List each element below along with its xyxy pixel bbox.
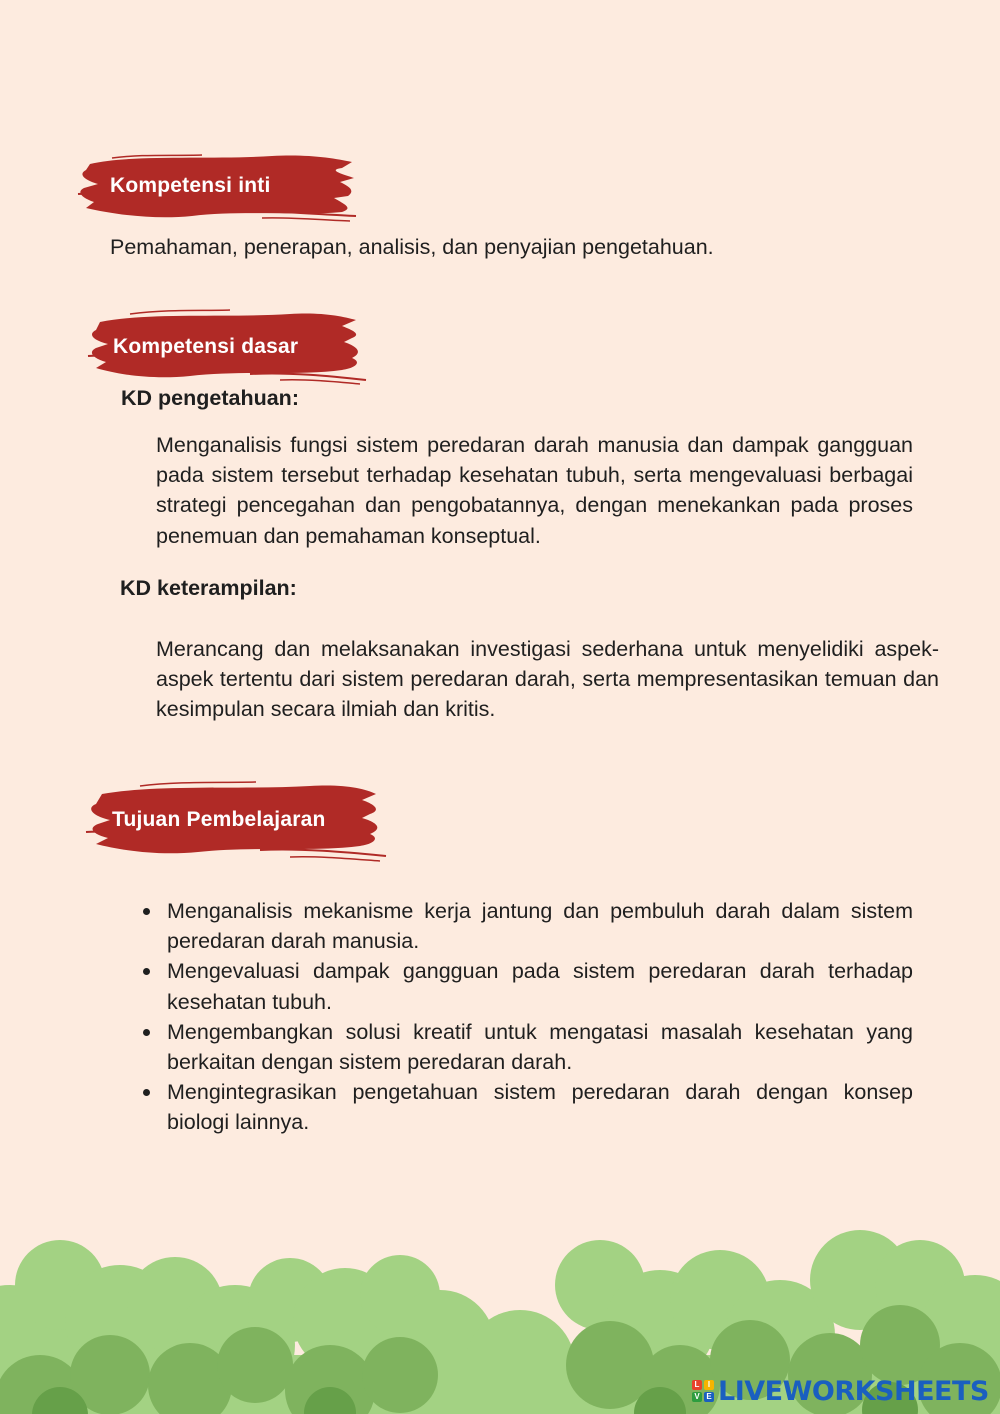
kd-keterampilan-label: KD keterampilan: [120,576,297,600]
list-item: Mengevaluasi dampak gangguan pada sistem peredaran darah terhadap kesehatan tubuh. [167,956,913,1016]
list-item: Menganalisis mekanisme kerja jantung dan pembuluh darah dalam sistem peredaran darah manusia. [167,896,913,956]
section-heading-kompetensi-dasar: Kompetensi dasar [113,335,299,358]
list-item: Mengembangkan solusi kreatif untuk mengatasi masalah kesehatan yang berkaitan dengan sistem peredaran darah. [167,1017,913,1077]
liveworksheets-wordmark: LIVEWORKSHEETS [718,1375,989,1407]
learning-goals-list [167,896,913,1138]
liveworksheets-logo [692,1374,989,1408]
section-header-tujuan-pembelajaran [80,778,390,864]
liveworksheets-mark-icon: L I V E [692,1380,714,1402]
section-header-kompetensi-inti [72,150,362,226]
kd-keterampilan-text: Merancang dan melaksanakan investigasi sederhana untuk menyelidiki aspek-aspek tertentu dari sistem peredaran darah, serta mempresentasikan temuan dan kesimpulan secara ilmiah dan kritis. [156,637,939,722]
kd-pengetahuan-text: Menganalisis fungsi sistem peredaran darah manusia dan dampak gangguan pada sistem tersebut terhadap kesehatan tubuh, serta mengevaluasi berbagai strategi pencegahan dan pengobatannya, dengan menekankan pada proses penemuan dan pemahaman konseptual. [156,433,913,548]
list-item: Mengintegrasikan pengetahuan sistem peredaran darah dengan konsep biologi lainnya. [167,1077,913,1137]
section-heading-tujuan-pembelajaran: Tujuan Pembelajaran [112,808,326,831]
kompetensi-inti-text: Pemahaman, penerapan, analisis, dan penyajian pengetahuan. [110,235,714,259]
section-header-kompetensi-dasar [80,306,370,386]
section-heading-kompetensi-inti: Kompetensi inti [110,174,271,197]
kd-pengetahuan-label: KD pengetahuan: [121,386,299,410]
